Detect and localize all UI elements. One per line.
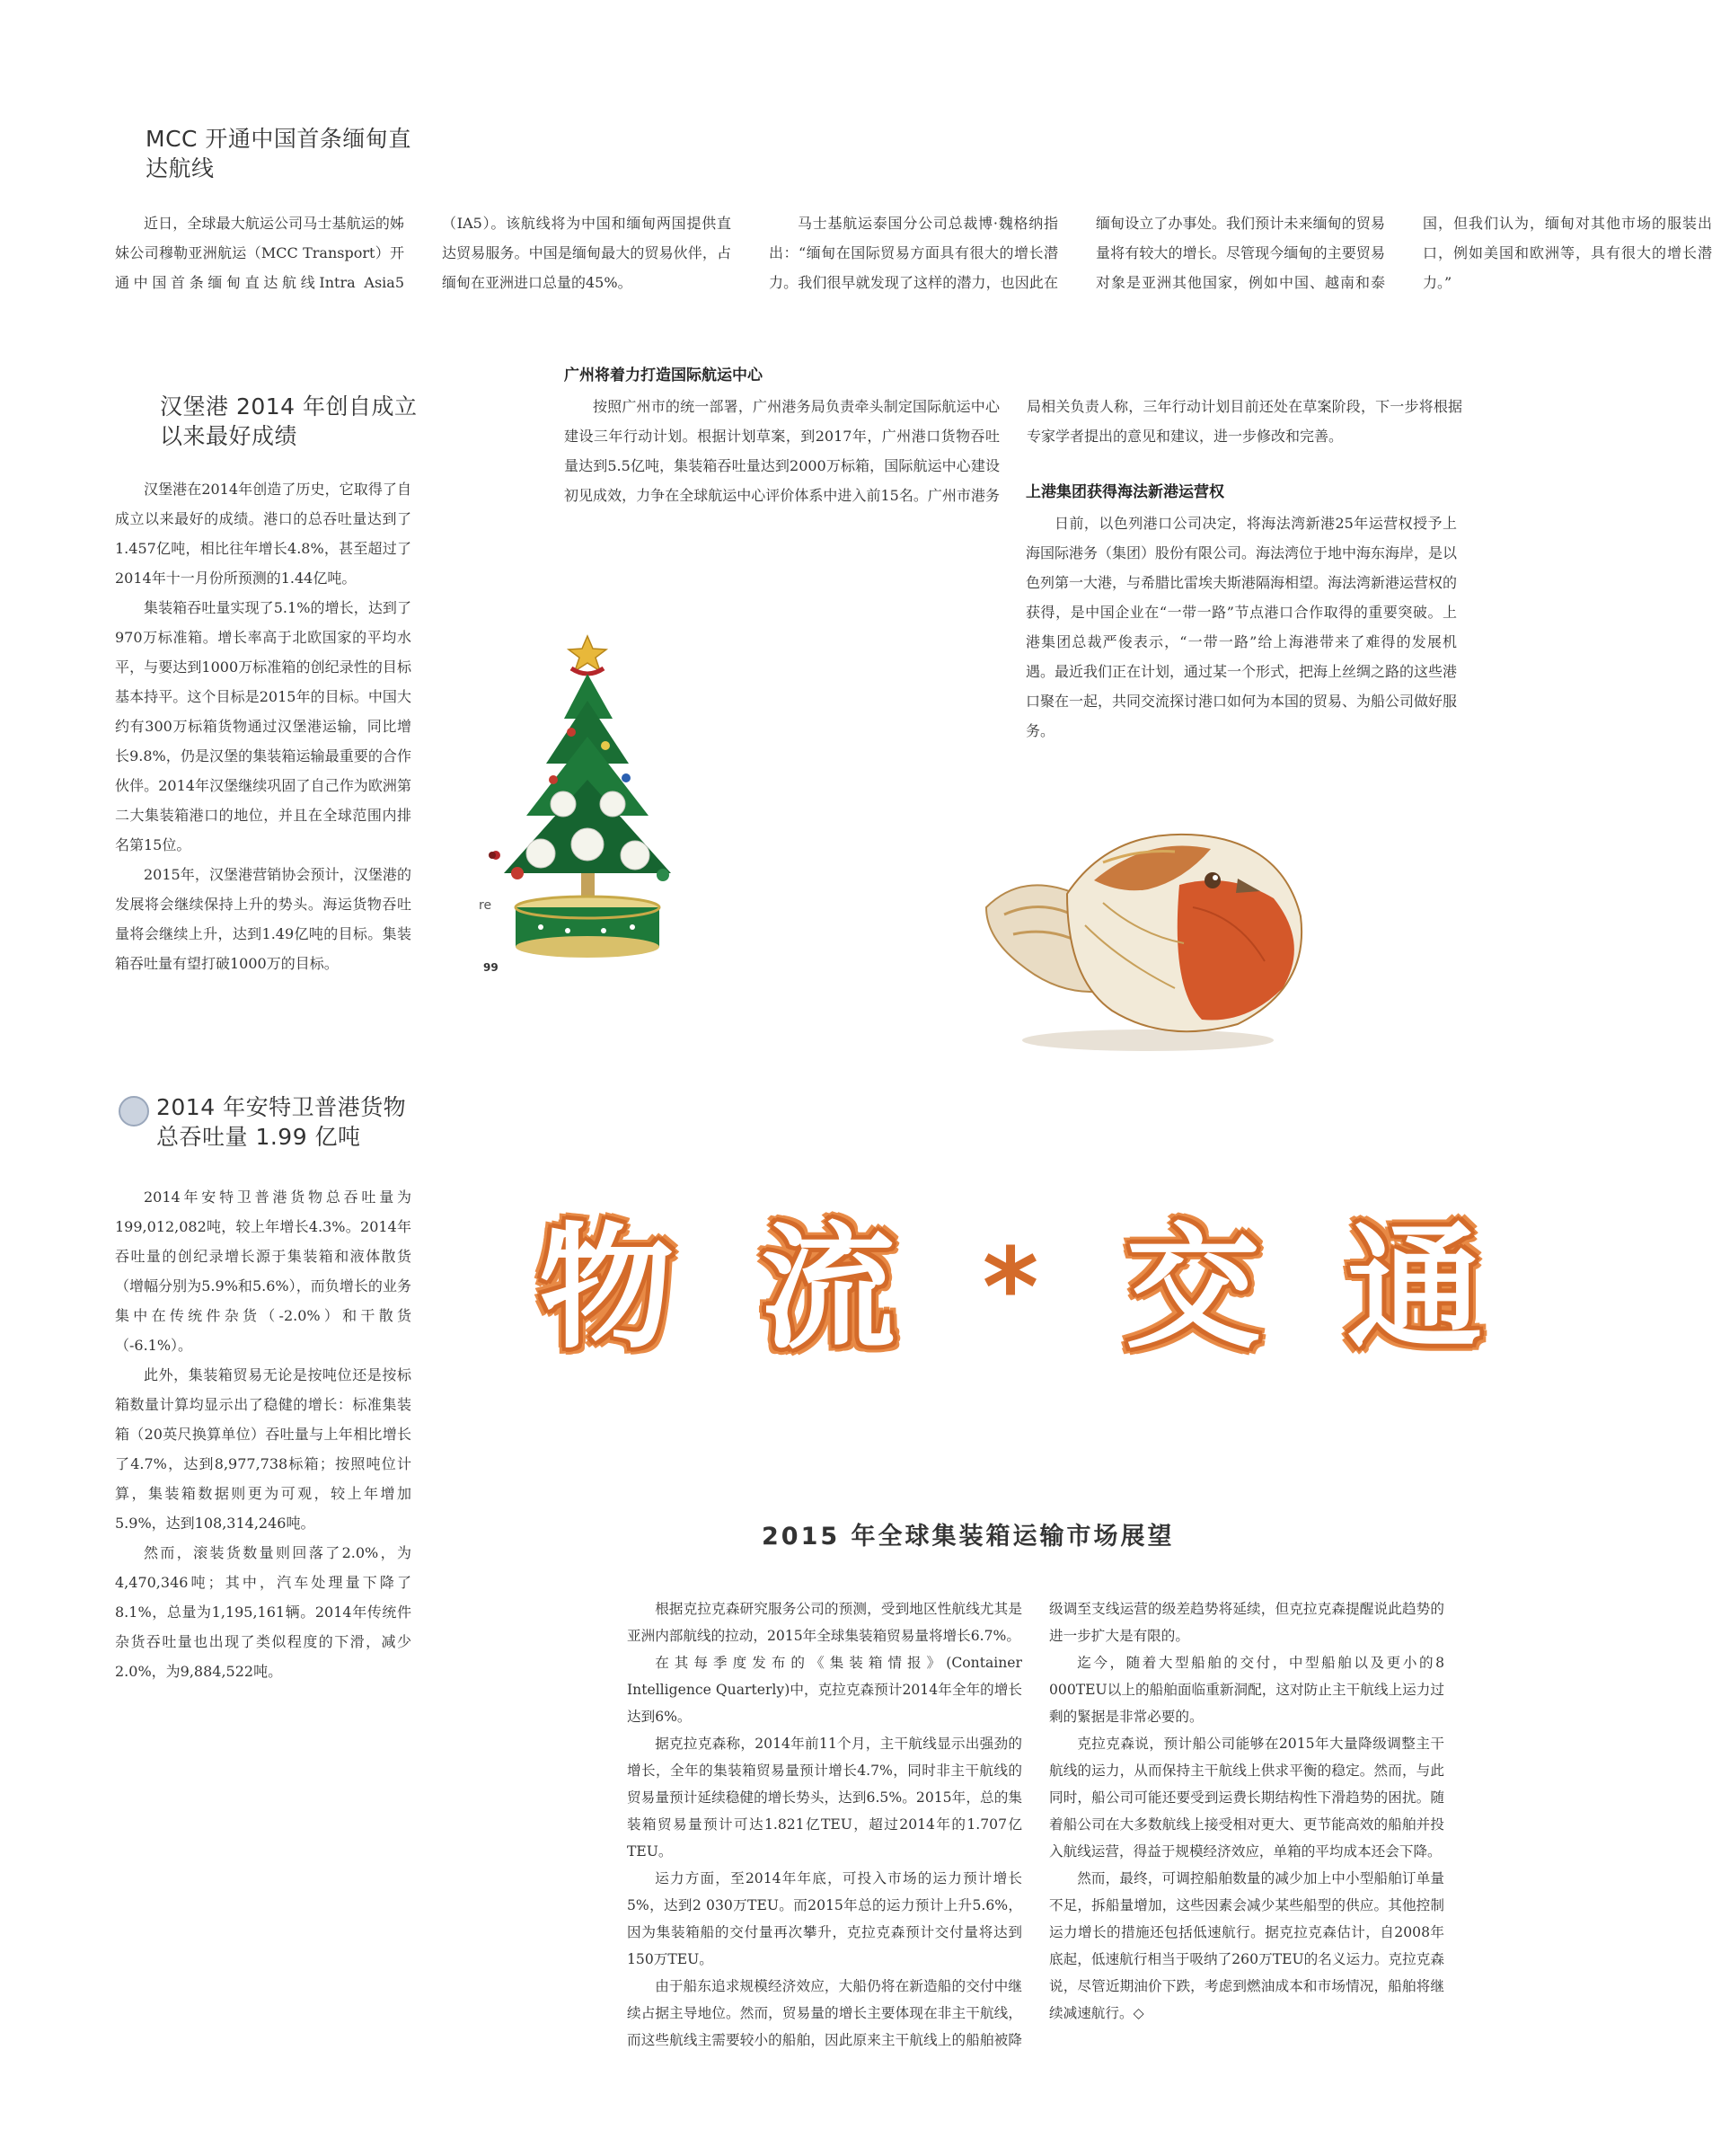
- sipg-paragraph: 日前，以色列港口公司决定，将海法湾新港25年运营权授予上海国际港务（集团）股份有限公司。海法湾位于地中海东海岸，是以色列第一大港，与希腊比雷埃夫斯港隔海相望。海法湾新港运营权的获得，是中国企业在“一带一路”节点港口合作取得的重要突破。上港集团总裁严俊表示，“一带一路”给上海港带来了难得的发展机遇。最近我们正在计划，通过某一个形式，把海上丝绸之路的这些港口聚在一起，共同交流探讨港口如何为本国的贸易、为船公司做好服务。: [1026, 515, 1458, 739]
- antwerp-body: [115, 1182, 411, 1686]
- outlook-paragraph: 运力方面，至2014年年底，可投入市场的运力预计增长5%，达到2 030万TEU。而2015年总的运力预计上升5.6%，因为集装箱船的交付量再次攀升，克拉克森预计交付量将达到150万TEU。: [627, 1870, 1022, 1967]
- outlook-paragraph: 迄今，随着大型船舶的交付，中型船舶以及更小的8 000TEU以上的船舶面临重新洞配，这对防止主干航线上运力过剩的緊据是非常必要的。: [1049, 1655, 1444, 1725]
- sipg-body: [1026, 508, 1457, 746]
- mcc-paragraph: 近日，全球最大航运公司马士基航运的姊妹公司穆勒亚洲航运（MCC Transport）开通中国首条缅甸直达航线Intra Asia5（IA5）。该航线将为中国和缅甸两国提供直达贸易服务。中国是缅甸最大的贸易伙伴，占缅甸在亚洲进口总量的45%。: [115, 215, 731, 291]
- hamburg-paragraph: 集装箱吞吐量实现了5.1%的增长，达到了970万标准箱。增长率高于北欧国家的平均水平，与要达到1000万标准箱的创纪录性的目标基本持平。这个目标是2015年的目标。中国大约有300万标箱货物通过汉堡港运输，同比增长9.8%，仍是汉堡的集装箱运输最重要的合作伙伴。2014年汉堡继续巩固了自己作为欧洲第二大集装箱港口的地位，并且在全球范围内排名第15位。: [115, 599, 411, 853]
- outlook-paragraph: 据克拉克森称，2014年前11个月，主干航线显示出强劲的增长，全年的集装箱贸易量预计增长4.7%，同时非主干航线的贸易量预计延续稳健的增长势头，达到6.5%。2015年，总的集装箱贸易量预计可达1.821亿TEU，超过2014年的1.707亿TEU。: [627, 1736, 1022, 1860]
- banner-char: 物: [539, 1211, 684, 1367]
- antwerp-title: 2014 年安特卫普港货物总吞吐量 1.99 亿吨: [156, 1094, 407, 1150]
- section-banner: [539, 1204, 1491, 1374]
- outlook-title: 2015 年全球集装箱运输市场展望: [762, 1523, 1175, 1551]
- porcelain-bird-image: [968, 808, 1328, 1060]
- hamburg-body: [115, 474, 411, 978]
- sipg-title: 上港集团获得海法新港运营权: [1026, 483, 1224, 501]
- banner-char: 通: [1346, 1211, 1491, 1367]
- antwerp-paragraph: 然而，滚装货数量则回落了2.0%，为4,470,346吨；其中，汽车处理量下降了8.1%，总量为1,195,161辆。2014年传统件杂货吞吐量也出现了类似程度的下滑，减少2.0%，为9,884,522吨。: [115, 1544, 411, 1680]
- outlook-paragraph: 克拉克森说，预计船公司能够在2015年大量降级调整主干航线的运力，从而保持主干航线上供求平衡的稳定。然而，与此同时，船公司可能还要受到运费长期结构性下滑趋势的困扰。随着船公司在大多数航线上接受相对更大、更节能高效的船舶并投入航线运营，得益于规模经济效应，单箱的平均成本还会下降。: [1049, 1736, 1444, 1860]
- outlook-paragraph: 根据克拉克森研究服务公司的预测，受到地区性航线尤其是亚洲内部航线的拉动，2015年全球集装箱贸易量将增长6.7%。: [627, 1601, 1022, 1644]
- banner-char: 流: [760, 1211, 905, 1367]
- bullet-icon: [119, 1096, 149, 1127]
- hamburg-paragraph: 汉堡港在2014年创造了历史，它取得了自成立以来最好的成绩。港口的总吞吐量达到了1.457亿吨，相比往年增长4.8%，甚至超过了2014年十一月份所预测的1.44亿吨。: [115, 481, 411, 587]
- tree-caption: re: [479, 898, 492, 913]
- outlook-paragraph: 在其每季度发布的《集装箱情报》(Container Intelligence Quarterly)中，克拉克森预计2014年全年的增长达到6%。: [627, 1655, 1022, 1725]
- guangzhou-title: 广州将着力打造国际航运中心: [564, 367, 763, 384]
- christmas-tree-image: [478, 620, 698, 979]
- mcc-title: MCC 开通中国首条缅甸直达航线: [146, 126, 411, 181]
- antwerp-paragraph: 此外，集装箱贸易无论是按吨位还是按标箱数量计算均显示出了稳健的增长：标准集装箱（20英尺换算单位）吞吐量与上年相比增长了4.7%，达到8,977,738标箱；按照吨位计算，集装箱数据则更为可观，较上年增加5.9%，达到108,314,246吨。: [115, 1366, 411, 1532]
- banner-asterisk: *: [982, 1226, 1048, 1351]
- tree-page-number: 99: [483, 961, 499, 974]
- outlook-body: [627, 1595, 1444, 2063]
- guangzhou-paragraph: 按照广州市的统一部署，广州港务局负责牵头制定国际航运中心建设三年行动计划。根据计划草案，到2017年，广州港口货物吞吐量达到5.5亿吨，集装箱吞吐量达到2000万标箱，国际航运中心建设初见成效，力争在全球航运中心评价体系中进入前15名。广州市港务局相关负责人称，三年行动计划目前还处在草案阶段，下一步将根据专家学者提出的意见和建议，进一步修改和完善。: [564, 398, 1462, 504]
- mcc-body: [115, 208, 1712, 325]
- banner-char: 交: [1125, 1211, 1270, 1367]
- outlook-paragraph: 由于船东追求规模经济效应，大船仍将在新造船的交付中继续占据主导地位。然而，贸易量的增长主要体现在非主干航线，而这些航线主需要较小的船舶，因此原来主干航线上的船舶被降级调至支线运营的级差趋势将延续，但克拉克森提醒说此趋势的进一步扩大是有限的。: [627, 1601, 1444, 2048]
- antwerp-paragraph: 2014年安特卫普港货物总吞吐量为199,012,082吨，较上年增长4.3%。2014年吞吐量的创纪录增长源于集装箱和液体散货（增幅分别为5.9%和5.6%），而负增长的业务集中在传统件杂货（-2.0%）和干散货（-6.1%）。: [115, 1188, 411, 1354]
- mcc-paragraph: 马士基航运泰国分公司总裁博·魏格纳指出：“缅甸在国际贸易方面具有很大的增长潜力。我们很早就发现了这样的潜力，也因此在缅甸设立了办事处。我们预计未来缅甸的贸易量将有较大的增长。尽管现今缅甸的主要贸易对象是亚洲其他国家，例如中国、越南和泰国，但我们认为，缅甸对其他市场的服装出口，例如美国和欧洲等，具有很大的增长潜力。”: [769, 215, 1712, 291]
- hamburg-paragraph: 2015年，汉堡港营销协会预计，汉堡港的发展将会继续保持上升的势头。海运货物吞吐量将会继续上升，达到1.49亿吨的目标。集装箱吞吐量有望打破1000万的目标。: [115, 866, 411, 972]
- outlook-paragraph: 然而，最终，可调控船舶数量的减少加上中小型船舶订单量不足，拆船量增加，这些因素会减少某些船型的供应。其他控制运力增长的措施还包括低速航行。据克拉克森估计，自2008年底起，低速航行相当于吸纳了260万TEU的名义运力。克拉克森说，尽管近期油价下跌，考虑到燃油成本和市场情况，船舶将继续减速航行。◇: [1049, 1870, 1444, 2021]
- hamburg-title: 汉堡港 2014 年创自成立以来最好成绩: [160, 393, 418, 449]
